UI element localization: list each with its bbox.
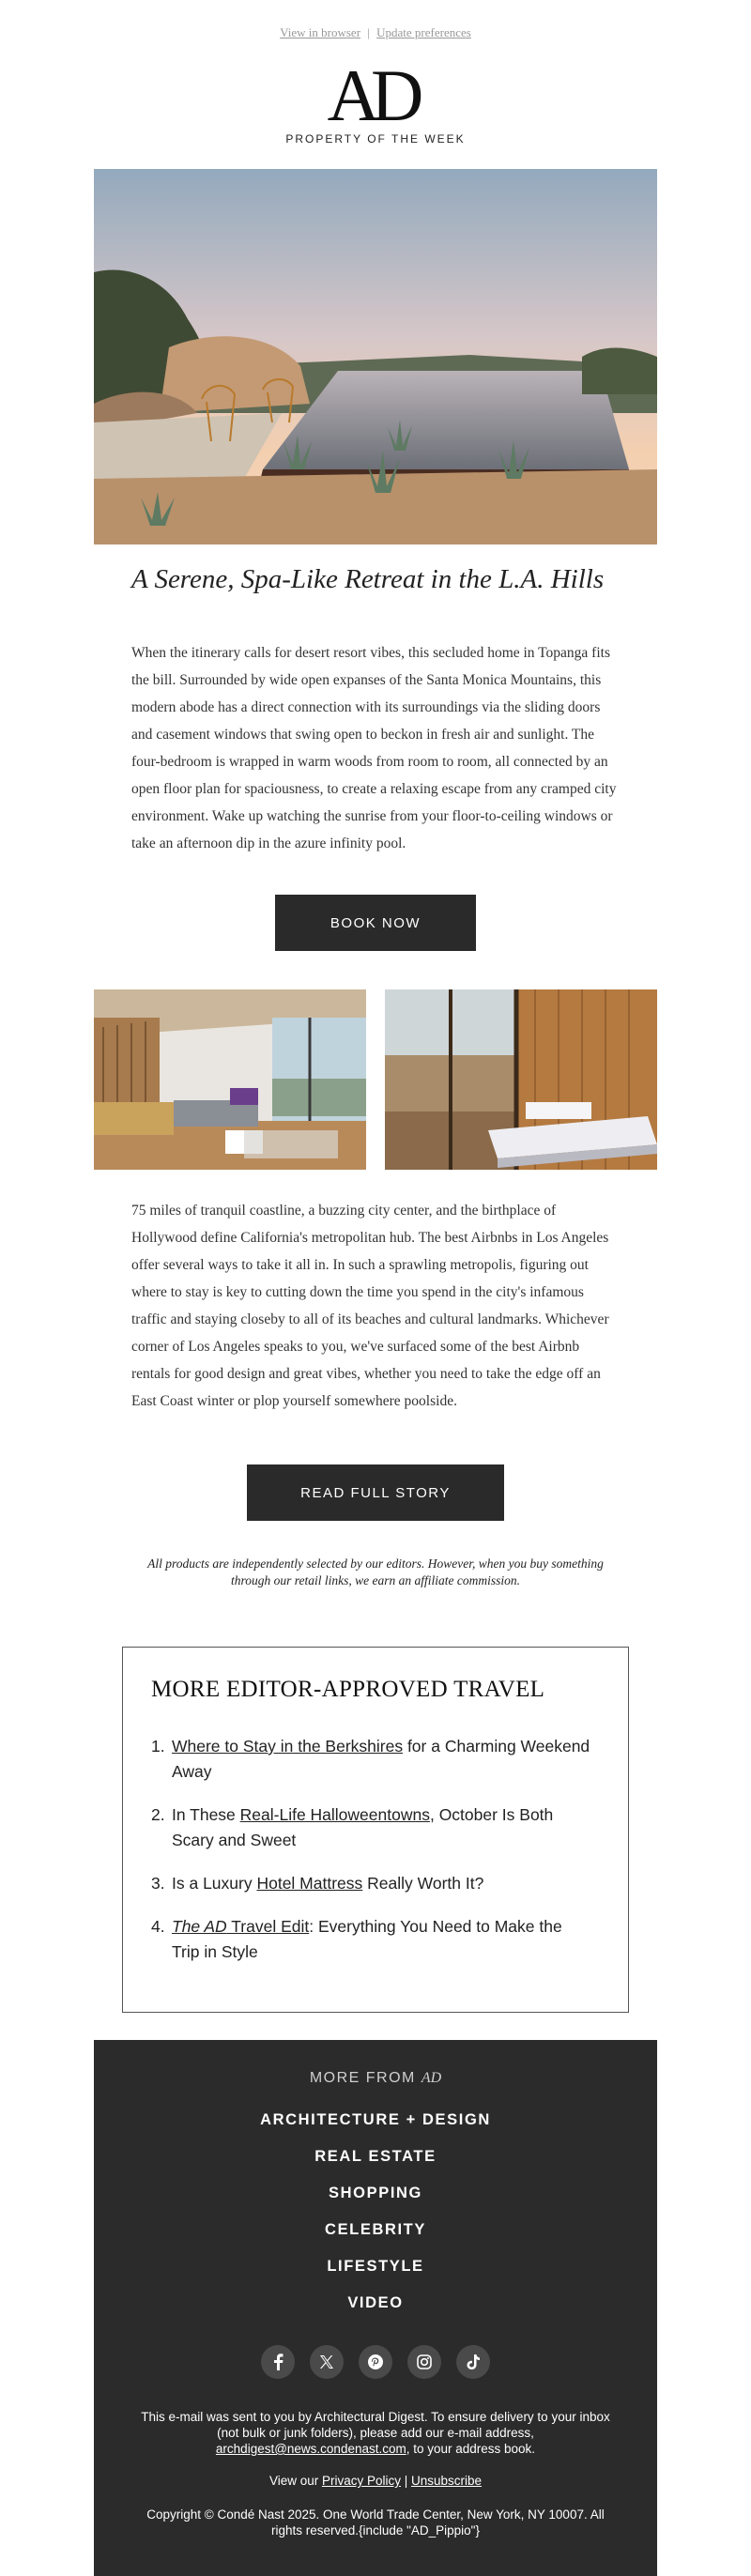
- pinterest-icon[interactable]: [359, 2345, 392, 2379]
- footer-nav-lifestyle[interactable]: LIFESTYLE: [327, 2258, 424, 2275]
- halloweentowns-link[interactable]: Real-Life Halloweentowns: [239, 1805, 430, 1824]
- read-full-story-button[interactable]: READ FULL STORY: [247, 1464, 504, 1521]
- footer-nav-architecture[interactable]: ARCHITECTURE + DESIGN: [260, 2111, 491, 2128]
- facebook-icon[interactable]: [261, 2345, 295, 2379]
- ad-logo-mark: AD: [327, 54, 415, 136]
- copyright: Copyright © Condé Nast 2025. One World Trade Center, New York, NY 10007. All rights reserved.{include "AD_Pippio"}: [146, 2507, 605, 2538]
- more-from-heading: MORE FROM AD: [309, 2070, 442, 2086]
- book-now-button[interactable]: BOOK NOW: [275, 895, 476, 951]
- ad-logo[interactable]: [0, 54, 751, 136]
- logo-subtitle: PROPERTY OF THE WEEK: [285, 132, 466, 146]
- policy-links: View our Privacy Policy | Unsubscribe: [268, 2474, 483, 2488]
- hotel-mattress-link[interactable]: Hotel Mattress: [256, 1874, 363, 1893]
- social-links: [94, 2345, 657, 2379]
- footer-nav-video[interactable]: VIDEO: [347, 2294, 404, 2311]
- list-item: 4. The AD Travel Edit: Everything You Need to Make the Trip in Style: [151, 1917, 562, 1961]
- article-paragraph-2: 75 miles of tranquil coastline, a buzzing city center, and the birthplace of Hollywood define California's metropolitan hub. The best Airbnbs in Los Angeles offer several ways to take it all in. In such a sprawling metropolis, figuring out where to stay is key to cutting down the time you spend in the city's infamous traffic and staying closeby to all of its beaches and cultural landmarks. Whichever corner of Los Angeles speaks to you, we've surfaced some of the best Airbnb rentals for good design and great vibes, whether you need to take the edge off an East Coast winter or plop yourself somewhere poolside.: [131, 1203, 609, 1409]
- more-travel-title: MORE EDITOR-APPROVED TRAVEL: [151, 1677, 545, 1702]
- article-headline: A Serene, Spa-Like Retreat in the L.A. Hills: [131, 564, 605, 594]
- article-paragraph-1: When the itinerary calls for desert resort vibes, this secluded home in Topanga fits the bill. Surrounded by wide open expanses of the Santa Monica Mountains, this modern abode has a direct connection with its surroundings via the sliding doors and casement windows that swing open to beckon in fresh air and sunlight. The four-bedroom is wrapped in warm woods from room to room, all connected by an open floor plan for spaciousness, to create a relaxing escape from any cramped city environment. Wake up watching the sunrise from your floor-to-ceiling windows or take an afternoon dip in the azure infinity pool.: [131, 645, 617, 851]
- x-icon[interactable]: [310, 2345, 344, 2379]
- berkshires-link[interactable]: Where to Stay in the Berkshires: [172, 1737, 404, 1756]
- list-item: 1. Where to Stay in the Berkshires for a Charming Weekend Away: [151, 1737, 590, 1781]
- update-preferences-link[interactable]: Update preferences: [376, 25, 471, 39]
- top-links: [0, 25, 751, 40]
- unsubscribe-link[interactable]: Unsubscribe: [411, 2474, 483, 2488]
- footer-nav: [94, 2107, 657, 2326]
- email-address-link[interactable]: archdigest@news.condenast.com: [215, 2442, 406, 2456]
- travel-edit-link[interactable]: The AD Travel Edit: [172, 1917, 310, 1936]
- tiktok-icon[interactable]: [456, 2345, 490, 2379]
- list-item: 2. In These Real-Life Halloweentowns, October Is Both Scary and Sweet: [151, 1805, 554, 1849]
- top-links-separator: |: [367, 25, 370, 39]
- instagram-icon[interactable]: [407, 2345, 441, 2379]
- more-travel-box: [122, 1647, 629, 2013]
- view-in-browser-link[interactable]: View in browser: [280, 25, 361, 39]
- bedroom-photo[interactable]: [385, 989, 657, 1170]
- privacy-policy-link[interactable]: Privacy Policy: [321, 2474, 401, 2488]
- footer-nav-shopping[interactable]: SHOPPING: [329, 2185, 422, 2201]
- delivery-notice: This e-mail was sent to you by Architectural Digest. To ensure delivery to your inbox (not bulk or junk folders), please add our e-mail address, archdigest@news.condenast.com, to your address book.: [141, 2410, 610, 2456]
- footer-nav-celebrity[interactable]: CELEBRITY: [325, 2221, 426, 2238]
- living-room-photo[interactable]: [94, 989, 366, 1170]
- affiliate-disclaimer: All products are independently selected by our editors. However, when you buy something through our retail links, we earn an affiliate commission.: [147, 1556, 604, 1587]
- hero-image[interactable]: [94, 169, 657, 544]
- footer-nav-real-estate[interactable]: REAL ESTATE: [314, 2148, 437, 2165]
- list-item: 3. Is a Luxury Hotel Mattress Really Worth It?: [151, 1874, 484, 1893]
- more-travel-list: [151, 1734, 592, 1983]
- footer: [94, 2040, 657, 2576]
